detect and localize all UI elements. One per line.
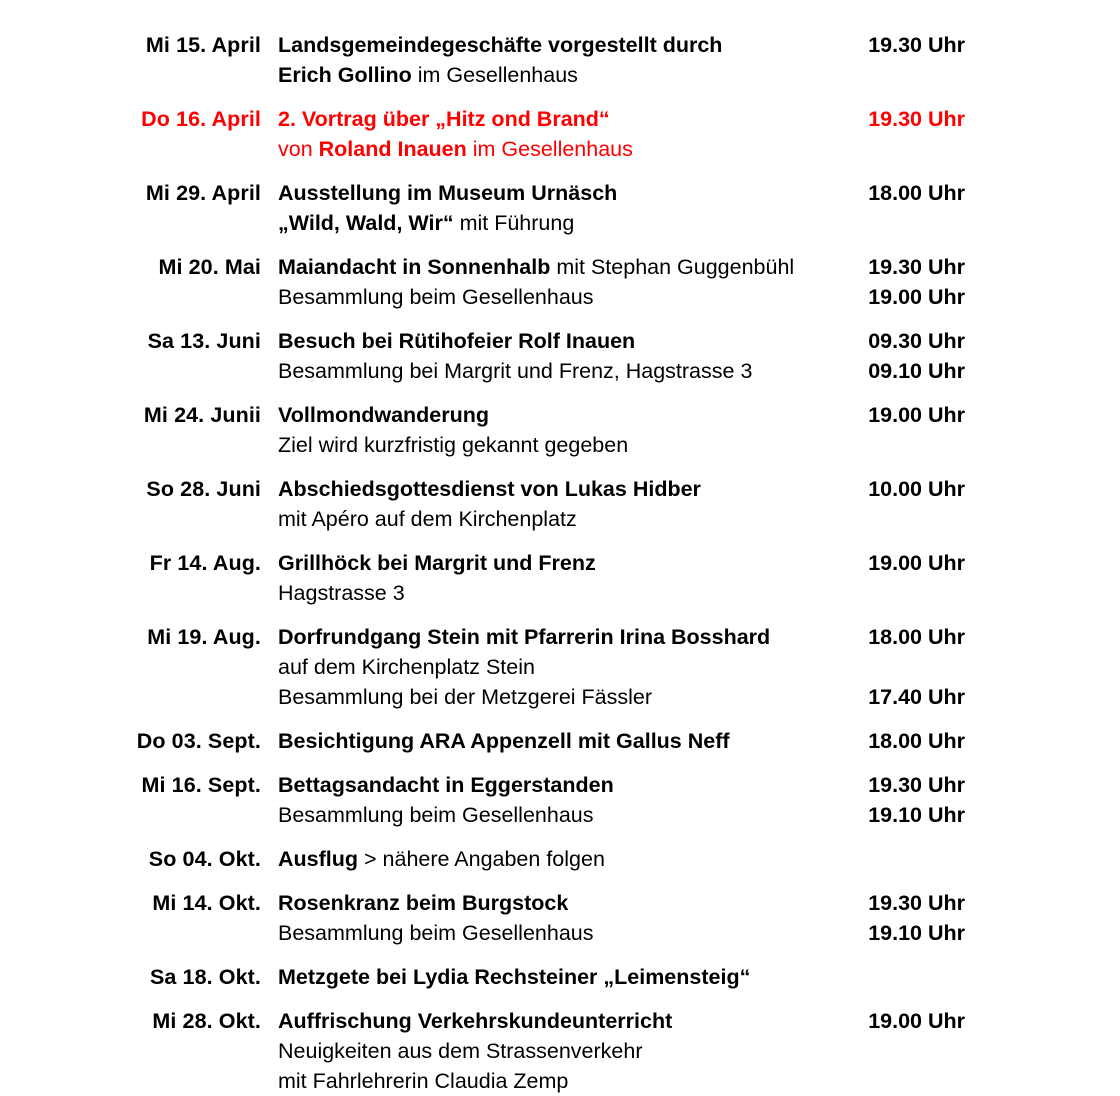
text-emphasis: Besuch bei Rütihofeier Rolf Inauen bbox=[278, 329, 636, 353]
text-emphasis: Abschiedsgottesdienst von Lukas Hidber bbox=[278, 477, 701, 501]
event-description bbox=[278, 548, 843, 608]
text-emphasis: „Wild, Wald, Wir“ bbox=[278, 211, 454, 235]
text-normal: von bbox=[278, 137, 319, 161]
text-emphasis: Maiandacht in Sonnenhalb bbox=[278, 255, 551, 279]
text-normal: auf dem Kirchenplatz Stein bbox=[278, 655, 535, 679]
event-time-empty bbox=[843, 430, 965, 460]
event-description bbox=[278, 178, 843, 238]
event-times bbox=[843, 888, 965, 948]
event-times bbox=[843, 770, 965, 830]
event-date: Do 16. April bbox=[141, 107, 261, 131]
text-emphasis: Dorfrundgang Stein mit Pfarrerin Irina Bosshard bbox=[278, 625, 771, 649]
event-row bbox=[0, 104, 1120, 164]
text-normal: > nähere Angaben folgen bbox=[358, 847, 605, 871]
event-row bbox=[0, 252, 1120, 312]
event-row bbox=[0, 400, 1120, 460]
text-emphasis: Rosenkranz beim Burgstock bbox=[278, 891, 569, 915]
event-time-empty bbox=[843, 1036, 965, 1066]
event-description-line bbox=[278, 962, 843, 992]
event-times bbox=[843, 104, 965, 164]
event-description-line bbox=[278, 548, 843, 578]
event-time: 19.10 Uhr bbox=[868, 803, 965, 827]
event-description bbox=[278, 726, 843, 756]
event-description bbox=[278, 962, 843, 992]
event-description bbox=[278, 400, 843, 460]
event-description-line bbox=[278, 1006, 843, 1036]
text-normal: Besammlung beim Gesellenhaus bbox=[278, 803, 594, 827]
text-normal: Besammlung beim Gesellenhaus bbox=[278, 921, 594, 945]
event-description bbox=[278, 252, 843, 312]
event-description-line bbox=[278, 888, 843, 918]
event-time: 10.00 Uhr bbox=[868, 477, 965, 501]
event-time: 09.10 Uhr bbox=[868, 359, 965, 383]
event-times bbox=[843, 400, 965, 460]
event-time-empty bbox=[843, 60, 965, 90]
text-emphasis: Bettagsandacht in Eggerstanden bbox=[278, 773, 614, 797]
event-date: Mi 19. Aug. bbox=[147, 625, 261, 649]
event-time-empty bbox=[843, 208, 965, 238]
event-date: Do 03. Sept. bbox=[136, 729, 261, 753]
text-normal: Besammlung bei Margrit und Frenz, Hagstrasse 3 bbox=[278, 359, 753, 383]
event-time: 19.30 Uhr bbox=[868, 107, 965, 131]
event-time: 18.00 Uhr bbox=[868, 625, 965, 649]
event-date: Mi 16. Sept. bbox=[141, 773, 261, 797]
event-description bbox=[278, 622, 843, 712]
event-time: 18.00 Uhr bbox=[868, 181, 965, 205]
event-time: 17.40 Uhr bbox=[868, 685, 965, 709]
text-normal: Ziel wird kurzfristig gekannt gegeben bbox=[278, 433, 629, 457]
text-normal: mit Fahrlehrerin Claudia Zemp bbox=[278, 1069, 569, 1093]
event-time: 19.00 Uhr bbox=[868, 551, 965, 575]
event-date: So 28. Juni bbox=[146, 477, 261, 501]
event-date: Mi 14. Okt. bbox=[152, 891, 261, 915]
event-row bbox=[0, 844, 1120, 874]
event-row bbox=[0, 888, 1120, 948]
event-row bbox=[0, 622, 1120, 712]
event-time-empty bbox=[843, 578, 965, 608]
text-emphasis: 2. Vortrag über „Hitz ond Brand“ bbox=[278, 107, 610, 131]
event-time-empty bbox=[843, 844, 965, 874]
text-normal: mit Führung bbox=[453, 211, 575, 235]
event-description bbox=[278, 104, 843, 164]
text-emphasis: Roland Inauen bbox=[318, 137, 467, 161]
event-times bbox=[843, 30, 965, 90]
event-date: So 04. Okt. bbox=[148, 847, 261, 871]
text-normal: im Gesellenhaus bbox=[411, 63, 578, 87]
event-description-line bbox=[278, 844, 843, 874]
text-emphasis: Ausflug bbox=[278, 847, 359, 871]
event-description-line bbox=[278, 770, 843, 800]
event-time: 18.00 Uhr bbox=[868, 729, 965, 753]
event-description-line bbox=[278, 918, 843, 948]
text-emphasis: Landsgemeindegeschäfte vorgestellt durch bbox=[278, 33, 723, 57]
event-time-empty bbox=[843, 652, 965, 682]
text-normal: Besammlung bei der Metzgerei Fässler bbox=[278, 685, 653, 709]
event-description bbox=[278, 30, 843, 90]
event-description-line bbox=[278, 178, 843, 208]
event-time: 19.30 Uhr bbox=[868, 255, 965, 279]
event-time: 19.30 Uhr bbox=[868, 33, 965, 57]
event-time: 19.00 Uhr bbox=[868, 1009, 965, 1033]
event-date: Mi 15. April bbox=[145, 33, 261, 57]
event-date: Mi 28. Okt. bbox=[152, 1009, 261, 1033]
event-description-line bbox=[278, 282, 843, 312]
event-row bbox=[0, 178, 1120, 238]
event-row bbox=[0, 326, 1120, 386]
event-times bbox=[843, 844, 965, 874]
event-time: 19.00 Uhr bbox=[868, 285, 965, 309]
event-description-line bbox=[278, 1036, 843, 1066]
event-description-line bbox=[278, 134, 843, 164]
text-normal: mit Stephan Guggenbühl bbox=[550, 255, 795, 279]
event-times bbox=[843, 1006, 965, 1096]
event-description-line bbox=[278, 682, 843, 712]
event-description-line bbox=[278, 60, 843, 90]
event-time: 19.10 Uhr bbox=[868, 921, 965, 945]
event-description-line bbox=[278, 356, 843, 386]
event-time-empty bbox=[843, 134, 965, 164]
text-emphasis: Besichtigung ARA Appenzell mit Gallus Neff bbox=[278, 729, 730, 753]
event-row bbox=[0, 30, 1120, 90]
event-description bbox=[278, 770, 843, 830]
event-description-line bbox=[278, 400, 843, 430]
event-row bbox=[0, 770, 1120, 830]
event-description-line bbox=[278, 504, 843, 534]
event-description bbox=[278, 888, 843, 948]
event-times bbox=[843, 178, 965, 238]
event-description-line bbox=[278, 474, 843, 504]
event-row bbox=[0, 726, 1120, 756]
event-times bbox=[843, 326, 965, 386]
event-description-line bbox=[278, 622, 843, 652]
text-normal: Besammlung beim Gesellenhaus bbox=[278, 285, 594, 309]
event-date: Mi 20. Mai bbox=[158, 255, 261, 279]
text-emphasis: Grillhöck bei Margrit und Frenz bbox=[278, 551, 596, 575]
event-times bbox=[843, 548, 965, 608]
event-times bbox=[843, 474, 965, 534]
event-date: Sa 18. Okt. bbox=[149, 965, 261, 989]
text-emphasis: Auffrischung Verkehrskundeunterricht bbox=[278, 1009, 673, 1033]
text-normal: im Gesellenhaus bbox=[466, 137, 633, 161]
event-description-line bbox=[278, 208, 843, 238]
text-normal: mit Apéro auf dem Kirchenplatz bbox=[278, 507, 577, 531]
event-description bbox=[278, 474, 843, 534]
event-date: Mi 29. April bbox=[145, 181, 261, 205]
event-time: 19.30 Uhr bbox=[868, 891, 965, 915]
event-date: Sa 13. Juni bbox=[147, 329, 261, 353]
event-time-empty bbox=[843, 962, 965, 992]
text-emphasis: Ausstellung im Museum Urnäsch bbox=[278, 181, 618, 205]
event-description bbox=[278, 1006, 843, 1096]
event-times bbox=[843, 962, 965, 992]
text-emphasis: Vollmondwanderung bbox=[278, 403, 490, 427]
event-times bbox=[843, 252, 965, 312]
event-row bbox=[0, 474, 1120, 534]
event-times bbox=[843, 726, 965, 756]
event-description-line bbox=[278, 30, 843, 60]
text-normal: Hagstrasse 3 bbox=[278, 581, 405, 605]
event-description-line bbox=[278, 578, 843, 608]
event-date: Mi 24. Junii bbox=[143, 403, 261, 427]
event-time-empty bbox=[843, 1066, 965, 1096]
event-description bbox=[278, 326, 843, 386]
event-description bbox=[278, 844, 843, 874]
event-description-line bbox=[278, 104, 843, 134]
event-description-line bbox=[278, 1066, 843, 1096]
text-emphasis: Metzgete bei Lydia Rechsteiner „Leimensteig“ bbox=[278, 965, 751, 989]
event-time: 19.30 Uhr bbox=[868, 773, 965, 797]
event-description-line bbox=[278, 252, 843, 282]
event-time: 19.00 Uhr bbox=[868, 403, 965, 427]
event-row bbox=[0, 548, 1120, 608]
event-row bbox=[0, 962, 1120, 992]
text-emphasis: Erich Gollino bbox=[278, 63, 412, 87]
event-times bbox=[843, 622, 965, 712]
event-date: Fr 14. Aug. bbox=[149, 551, 261, 575]
event-description-line bbox=[278, 726, 843, 756]
event-description-line bbox=[278, 326, 843, 356]
event-description-line bbox=[278, 652, 843, 682]
event-time: 09.30 Uhr bbox=[868, 329, 965, 353]
event-row bbox=[0, 1006, 1120, 1096]
event-description-line bbox=[278, 430, 843, 460]
text-normal: Neuigkeiten aus dem Strassenverkehr bbox=[278, 1039, 643, 1063]
event-time-empty bbox=[843, 504, 965, 534]
event-description-line bbox=[278, 800, 843, 830]
